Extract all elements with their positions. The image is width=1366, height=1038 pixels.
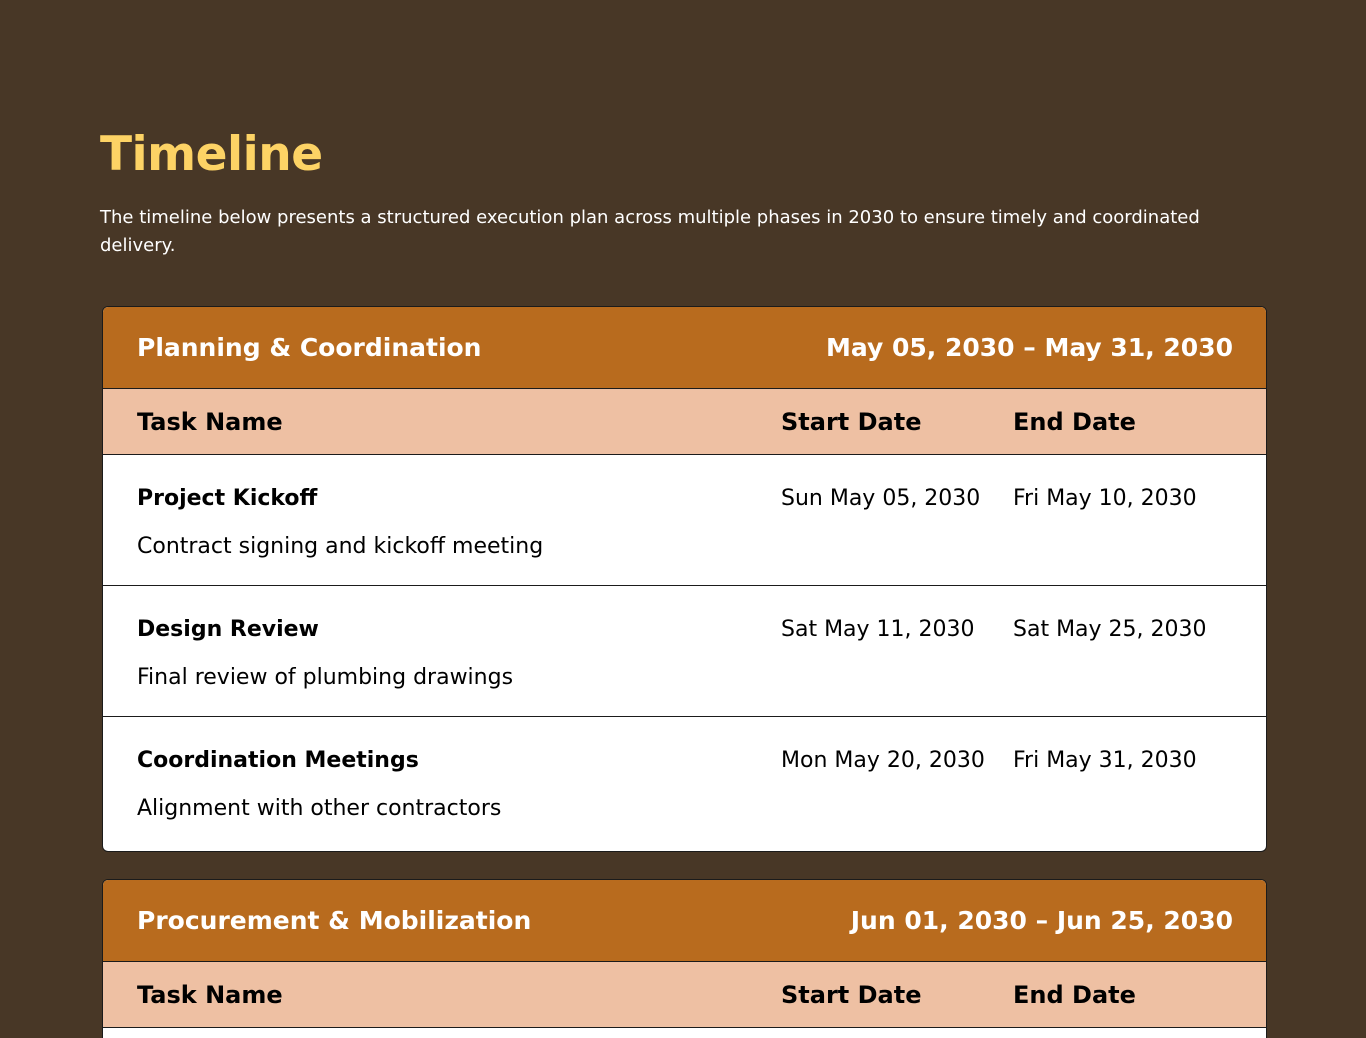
task-start-date: Sat May 11, 2030 [781, 617, 975, 642]
task-name: Coordination Meetings [137, 748, 419, 773]
column-header-start-date: Start Date [781, 980, 922, 1009]
task-end-date: Fri May 31, 2030 [1013, 748, 1197, 773]
phase-date-range: Jun 01, 2030 – Jun 25, 2030 [850, 905, 1233, 935]
phase-card-procurement-mobilization [102, 879, 1267, 1038]
task-details [137, 483, 781, 585]
phase-header [103, 307, 1266, 389]
timeline-intro: The timeline below presents a structured execution plan across multiple phases in 2030 to ensure timely and coordinated delivery. [100, 207, 1200, 256]
column-header-row [103, 962, 1266, 1028]
phase-name: Planning & Coordination [137, 332, 482, 362]
task-details [137, 614, 781, 716]
column-header-task-name: Task Name [137, 980, 283, 1009]
task-start-date: Sun May 05, 2030 [781, 486, 981, 511]
task-end-date: Sat May 25, 2030 [1013, 617, 1207, 642]
column-header-start-date: Start Date [781, 407, 922, 436]
task-row [103, 717, 1266, 848]
page-title: Timeline [100, 127, 323, 182]
column-header-end-date: End Date [1013, 407, 1136, 436]
task-description: Contract signing and kickoff meeting [137, 534, 544, 559]
phase-name: Procurement & Mobilization [137, 905, 532, 935]
task-name: Project Kickoff [137, 486, 318, 511]
phase-date-range: May 05, 2030 – May 31, 2030 [825, 332, 1233, 362]
task-description: Final review of plumbing drawings [137, 665, 514, 690]
task-row [103, 586, 1266, 717]
column-header-task-name: Task Name [137, 407, 283, 436]
task-row [103, 455, 1266, 586]
task-details [137, 745, 781, 848]
task-end-date: Fri May 10, 2030 [1013, 486, 1197, 511]
column-header-end-date: End Date [1013, 980, 1136, 1009]
task-start-date: Mon May 20, 2030 [781, 748, 985, 773]
task-description: Alignment with other contractors [137, 796, 502, 821]
column-header-row [103, 389, 1266, 455]
phase-header [103, 880, 1266, 962]
phase-card-planning-coordination [102, 306, 1267, 852]
task-name: Design Review [137, 617, 319, 642]
